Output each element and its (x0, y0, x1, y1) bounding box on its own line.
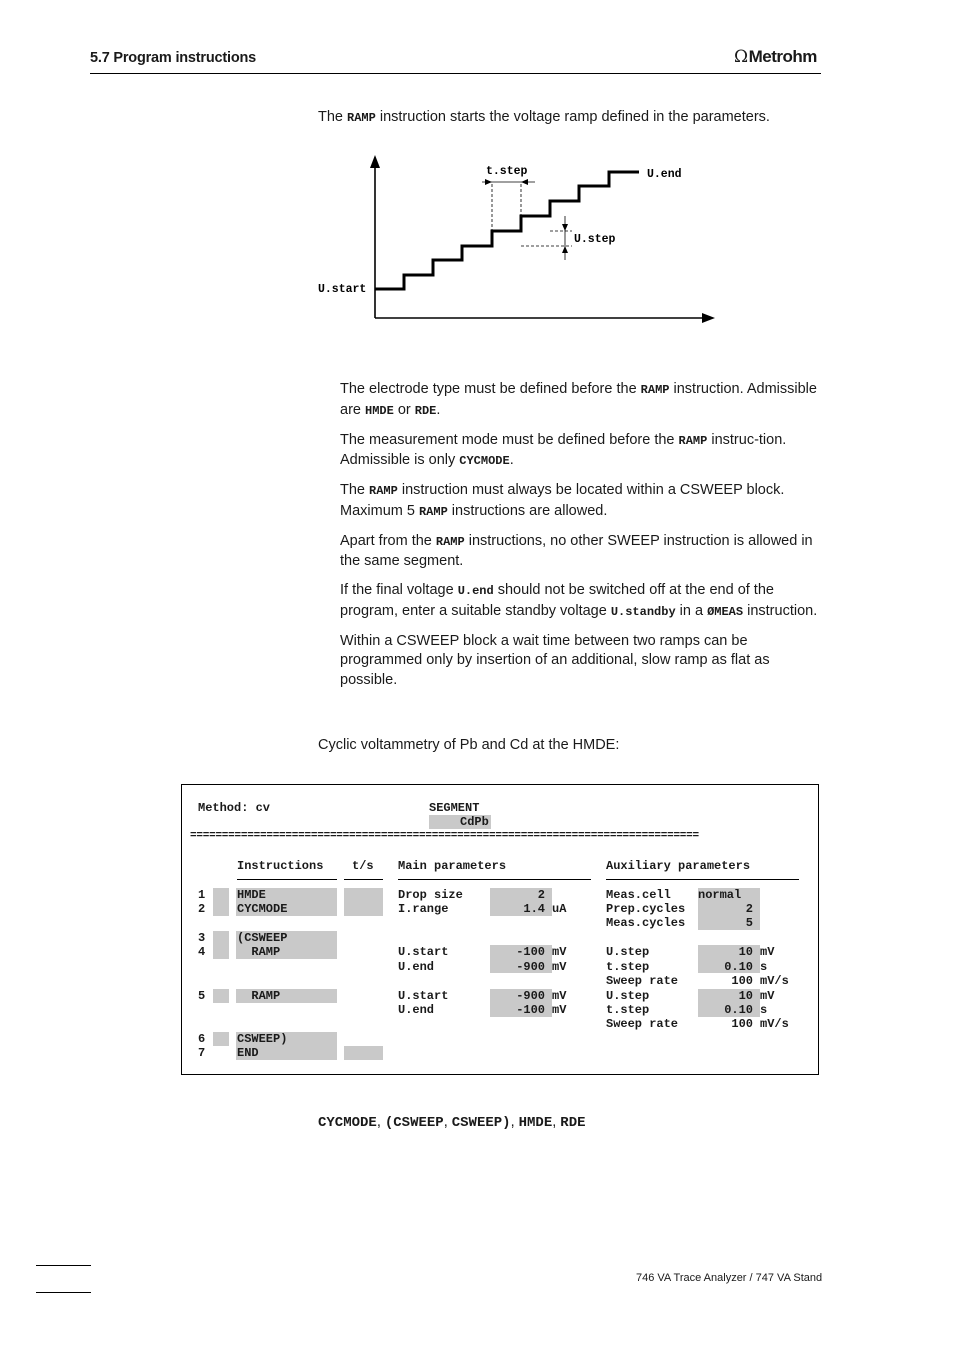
aux-value: 5 (745, 916, 753, 930)
aux-name: U.step (606, 945, 650, 959)
param-unit: mV (552, 1003, 567, 1017)
ts-field[interactable] (344, 1046, 383, 1060)
param-name: U.start (398, 989, 449, 1003)
param-value: -100 (516, 945, 545, 959)
param-value: -900 (516, 960, 545, 974)
aux-value: normal (698, 888, 742, 902)
aux-value: 100 (731, 974, 753, 988)
aux-name: Meas.cycles (606, 916, 686, 930)
example-caption: Cyclic voltammetry of Pb and Cd at the HMDE: (318, 737, 620, 753)
instr-ramp-2: RAMP (237, 989, 281, 1003)
aux-unit: mV (760, 989, 775, 1003)
note-wait: Within a CSWEEP block a wait time between two ramps can be programmed only by insertion of an additional, slow ramp as flat as possible. (340, 632, 770, 688)
label-uend: U.end (647, 168, 682, 181)
row-num: 1 (198, 888, 206, 902)
param-name: U.end (398, 1003, 435, 1017)
param-value: 2 (537, 888, 545, 902)
aux-unit: mV/s (760, 974, 789, 988)
param-value: -100 (516, 1003, 545, 1017)
aux-unit: mV (760, 945, 775, 959)
method-label: Method: cv (198, 801, 271, 815)
aux-name: U.step (606, 989, 650, 1003)
aux-value: 2 (745, 902, 753, 916)
logo-text: Metrohm (748, 47, 817, 66)
note-csweep: The RAMP instruction must always be located within a CSWEEP block. Maximum 5 RAMP instructions are allowed. (340, 482, 785, 519)
x-axis-arrow (702, 313, 715, 323)
label-tstep: t.step (486, 165, 528, 178)
ustep-arrow-bottom (562, 246, 568, 253)
footer-product: 746 VA Trace Analyzer / 747 VA Stand (636, 1272, 823, 1284)
row-num: 3 (198, 931, 206, 945)
row-marker[interactable] (213, 1032, 229, 1046)
staircase (375, 172, 639, 289)
row-num: 7 (198, 1046, 206, 1060)
intro-text: The RAMP instruction starts the voltage ramp defined in the parameters. (318, 109, 770, 125)
ramp-diagram (310, 150, 730, 335)
param-unit: mV (552, 960, 567, 974)
param-unit: uA (552, 902, 567, 916)
separator: ================================================================================ (190, 830, 699, 842)
aux-unit: s (760, 960, 768, 974)
param-name: Drop size (398, 888, 463, 902)
label-ustart: U.start (318, 283, 367, 296)
ts-field[interactable] (344, 888, 383, 916)
row-num: 6 (198, 1032, 206, 1046)
param-name: U.end (398, 960, 435, 974)
col-instructions: Instructions (237, 859, 324, 873)
param-unit: mV (552, 989, 567, 1003)
see-also-rde[interactable]: RDE (560, 1115, 586, 1131)
y-axis-arrow (370, 155, 380, 168)
row-num: 5 (198, 989, 206, 1003)
aux-name: Sweep rate (606, 974, 679, 988)
note-sweep: Apart from the RAMP instructions, no other SWEEP instruction is allowed in the same segment. (340, 532, 813, 569)
col-aux: Auxiliary parameters (606, 859, 751, 873)
param-value: -900 (516, 989, 545, 1003)
label-ustep: U.step (574, 233, 616, 246)
ustep-arrow-top (562, 224, 568, 231)
notes (340, 380, 820, 700)
see-also: CYCMODE, (CSWEEP, CSWEEP), HMDE, RDE (318, 1114, 586, 1131)
footer-rule (36, 1292, 91, 1293)
section-title: 5.7 Program instructions (90, 50, 257, 66)
method-screen (181, 784, 819, 1075)
header-rule (90, 73, 821, 74)
note-mode: The measurement mode must be defined before the RAMP instruc-tion. Admissible is only CYCMODE. (340, 431, 787, 468)
aux-name: Meas.cell (606, 888, 671, 902)
tstep-arrow-left (485, 179, 492, 185)
aux-name: t.step (606, 1003, 650, 1017)
row-num: 2 (198, 902, 206, 916)
see-also-csweep-close[interactable]: CSWEEP) (451, 1115, 511, 1131)
footer-rule (36, 1265, 91, 1266)
aux-value: 0.10 (724, 960, 753, 974)
see-also-cycmode[interactable]: CYCMODE (318, 1115, 377, 1131)
aux-value: 10 (738, 945, 753, 959)
col-main: Main parameters (398, 859, 507, 873)
row-num: 4 (198, 945, 206, 959)
instr-csweep-close: CSWEEP) (237, 1032, 288, 1046)
instr-hmde: HMDE (237, 888, 266, 902)
code-ramp: RAMP (347, 111, 376, 125)
param-name: I.range (398, 902, 449, 916)
instr-cycmode: CYCMODE (237, 902, 288, 916)
aux-name: Prep.cycles (606, 902, 686, 916)
note-electrode: The electrode type must be defined before the RAMP instruction. Admissible are HMDE or RDE. (340, 381, 817, 418)
omega-icon: Ω (734, 47, 748, 67)
aux-value: 10 (738, 989, 753, 1003)
instr-csweep-open: (CSWEEP (237, 931, 288, 945)
see-also-hmde[interactable]: HMDE (518, 1115, 553, 1131)
aux-unit: mV/s (760, 1017, 789, 1031)
metrohm-logo (734, 47, 817, 67)
segment-label: SEGMENT (429, 801, 480, 815)
col-ts: t/s (352, 859, 374, 873)
aux-name: Sweep rate (606, 1017, 679, 1031)
segment-value: CdPb (460, 815, 489, 829)
param-value: 1.4 (523, 902, 545, 916)
aux-unit: s (760, 1003, 768, 1017)
aux-name: t.step (606, 960, 650, 974)
instr-ramp-1: RAMP (237, 945, 281, 959)
tstep-arrow-right (521, 179, 528, 185)
aux-value: 0.10 (724, 1003, 753, 1017)
param-name: U.start (398, 945, 449, 959)
instr-end: END (237, 1046, 259, 1060)
note-standby: If the final voltage U.end should not be switched off at the end of the program, enter a suitable standby voltage U.standby in a ØMEAS instruction. (340, 582, 818, 619)
see-also-csweep-open[interactable]: (CSWEEP (384, 1115, 444, 1131)
row-marker[interactable] (213, 888, 229, 916)
row-marker[interactable] (213, 931, 229, 959)
row-marker[interactable] (213, 989, 229, 1003)
param-unit: mV (552, 945, 567, 959)
aux-value: 100 (731, 1017, 753, 1031)
